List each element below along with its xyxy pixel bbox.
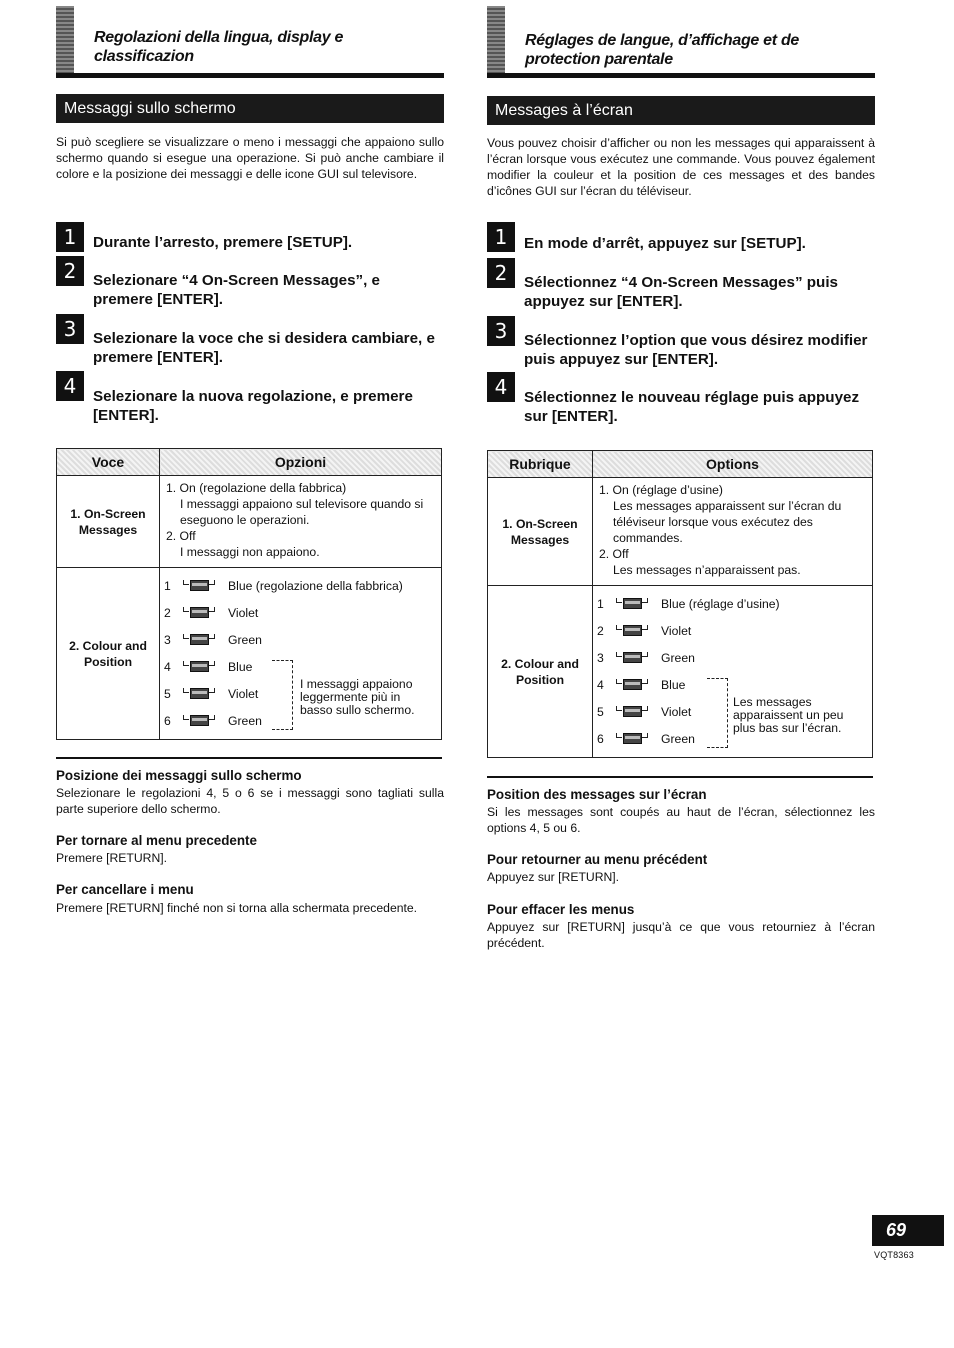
option-label: Green xyxy=(228,714,262,728)
step-number: 3 xyxy=(487,316,515,346)
back-text: Premere [RETURN]. xyxy=(56,851,168,865)
colour-list xyxy=(597,590,868,752)
option-number: 3 xyxy=(164,633,171,647)
tv-screen-icon xyxy=(182,607,216,620)
step-number: 3 xyxy=(56,314,84,344)
option-label: Blue xyxy=(661,678,686,692)
option-label: Green xyxy=(661,732,695,746)
header-rule xyxy=(56,73,444,78)
option-number: 4 xyxy=(597,678,604,692)
position-note: Les messages apparaissent un peu plus bas sur l’écran. xyxy=(733,695,844,735)
step-number: 1 xyxy=(56,222,84,252)
option-number: 6 xyxy=(597,732,604,746)
page-header xyxy=(487,6,875,78)
step-number: 2 xyxy=(487,258,515,288)
option-label: Violet xyxy=(228,606,259,620)
position-note: I messaggi appaiono leggermente più in basso sullo schermo. xyxy=(300,677,415,717)
option-line: I messaggi appaiono sul televisore quando si eseguono le operazioni. xyxy=(180,497,424,527)
step-text: En mode d’arrêt, appuyez sur [SETUP]. xyxy=(524,235,806,252)
back-text: Appuyez sur [RETURN]. xyxy=(487,870,620,884)
step-number: 4 xyxy=(56,371,84,401)
tv-screen-icon xyxy=(615,652,649,665)
options-table xyxy=(487,450,873,758)
option-label: Violet xyxy=(228,687,259,701)
row-item-colour: 2. Colour and Position xyxy=(57,568,160,740)
row-options-colour xyxy=(160,568,442,740)
tv-screen-icon xyxy=(615,706,649,719)
option-number: 2 xyxy=(164,606,171,620)
column-header-options: Opzioni xyxy=(160,449,442,476)
section-title: Messages à l’écran xyxy=(487,96,875,125)
document-code: VQT8363 xyxy=(874,1250,914,1260)
back-heading: Pour retourner au menu précédent xyxy=(487,852,708,867)
cancel-heading: Per cancellare i menu xyxy=(56,882,194,897)
column-header-item: Rubrique xyxy=(488,451,593,478)
header-rule xyxy=(487,73,875,78)
option-number: 5 xyxy=(597,705,604,719)
intro-text: Si può scegliere se visualizzare o meno i messaggi che appaiono sullo schermo quando si esegue una operazione. Si può anche cambiare il colore e la posizione dei messaggi e delle icone GUI sul televisore. xyxy=(56,135,444,181)
tv-screen-icon xyxy=(615,598,649,611)
tv-screen-icon xyxy=(182,634,216,647)
option-line: Les messages n’apparaissent pas. xyxy=(613,563,801,577)
step-text: Selezionare “4 On-Screen Messages”, e premere [ENTER]. xyxy=(93,272,381,308)
cancel-text: Premere [RETURN] finché non si torna alla schermata precedente. xyxy=(56,901,418,915)
tv-screen-icon xyxy=(182,661,216,674)
options-table xyxy=(56,448,442,740)
page-header xyxy=(56,6,444,78)
header-marker xyxy=(487,6,505,74)
option-number: 2 xyxy=(597,624,604,638)
step-text: Sélectionnez le nouveau réglage puis appuyez sur [ENTER]. xyxy=(524,389,860,425)
tv-screen-icon xyxy=(615,625,649,638)
section-title: Messaggi sullo schermo xyxy=(56,94,444,123)
position-text: Si les messages sont coupés au haut de l’écran, sélectionnez les options 4, 5 ou 6. xyxy=(487,805,875,835)
position-text: Selezionare le regolazioni 4, 5 o 6 se i messaggi sono tagliati sulla parte superiore dello schermo. xyxy=(56,786,444,816)
section-rule xyxy=(56,757,442,759)
tv-screen-icon xyxy=(182,580,216,593)
row-item-on-screen: 1. On-Screen Messages xyxy=(57,476,160,568)
position-heading: Posizione dei messaggi sullo schermo xyxy=(56,768,302,783)
cancel-heading: Pour effacer les menus xyxy=(487,902,635,917)
option-number: 1 xyxy=(164,579,171,593)
bracket xyxy=(707,678,728,748)
option-label: Violet xyxy=(661,705,692,719)
bracket xyxy=(272,660,293,730)
option-label: Green xyxy=(228,633,262,647)
column-header-options: Options xyxy=(593,451,873,478)
step-text: Sélectionnez l’option que vous désirez modifier puis appuyez sur [ENTER]. xyxy=(524,332,868,368)
tv-screen-icon xyxy=(615,733,649,746)
header-marker xyxy=(56,6,74,74)
step-text: Sélectionnez “4 On-Screen Messages” puis appuyez sur [ENTER]. xyxy=(524,274,838,310)
column-header-item: Voce xyxy=(57,449,160,476)
step-text: Selezionare la nuova regolazione, e premere [ENTER]. xyxy=(93,388,413,424)
step-text: Selezionare la voce che si desidera cambiare, e premere [ENTER]. xyxy=(93,330,435,366)
option-number: 4 xyxy=(164,660,171,674)
option-label: Blue xyxy=(228,660,253,674)
option-number: 1 xyxy=(597,597,604,611)
option-line: I messaggi non appaiono. xyxy=(180,545,320,559)
row-options-colour xyxy=(593,586,873,758)
position-heading: Position des messages sur l’écran xyxy=(487,787,707,802)
row-item-on-screen: 1. On-Screen Messages xyxy=(488,478,593,586)
option-number: 5 xyxy=(164,687,171,701)
option-label: Green xyxy=(661,651,695,665)
step-number: 1 xyxy=(487,222,515,252)
colour-list xyxy=(164,572,437,734)
back-heading: Per tornare al menu precedente xyxy=(56,833,257,848)
option-label: Blue (réglage d’usine) xyxy=(661,597,780,611)
option-number: 3 xyxy=(597,651,604,665)
tv-screen-icon xyxy=(182,715,216,728)
option-line: Les messages apparaissent sur l’écran du téléviseur lorsque vous exécutez des commandes. xyxy=(613,499,842,545)
cancel-text: Appuyez sur [RETURN] jusqu’à ce que vous retourniez à l’écran précédent. xyxy=(487,920,875,950)
section-rule xyxy=(487,776,873,778)
page-number: 69 xyxy=(872,1215,944,1246)
header-title: Regolazioni della lingua, display e classificazion xyxy=(94,29,344,65)
tv-screen-icon xyxy=(615,679,649,692)
option-line: 1. On (réglage d’usine) xyxy=(599,483,723,497)
intro-text: Vous pouvez choisir d’afficher ou non les messages qui apparaissent à l’écran lorsque vous exécutez une commande. Vous pouvez également modifier la couleur et la position de ces messages et des bandes d’icônes GUI sur l’écran du téléviseur. xyxy=(487,136,875,198)
step-number: 2 xyxy=(56,256,84,286)
option-line: 2. Off xyxy=(599,547,629,561)
step-number: 4 xyxy=(487,372,515,402)
option-line: 2. Off xyxy=(166,529,196,543)
row-item-colour: 2. Colour and Position xyxy=(488,586,593,758)
row-options-on-screen xyxy=(160,476,442,568)
option-number: 6 xyxy=(164,714,171,728)
option-label: Violet xyxy=(661,624,692,638)
step-text: Durante l’arresto, premere [SETUP]. xyxy=(93,234,353,251)
option-label: Blue (regolazione della fabbrica) xyxy=(228,579,403,593)
row-options-on-screen xyxy=(593,478,873,586)
header-title: Réglages de langue, d’affichage et de protection parentale xyxy=(525,32,800,68)
option-line: 1. On (regolazione della fabbrica) xyxy=(166,481,347,495)
tv-screen-icon xyxy=(182,688,216,701)
